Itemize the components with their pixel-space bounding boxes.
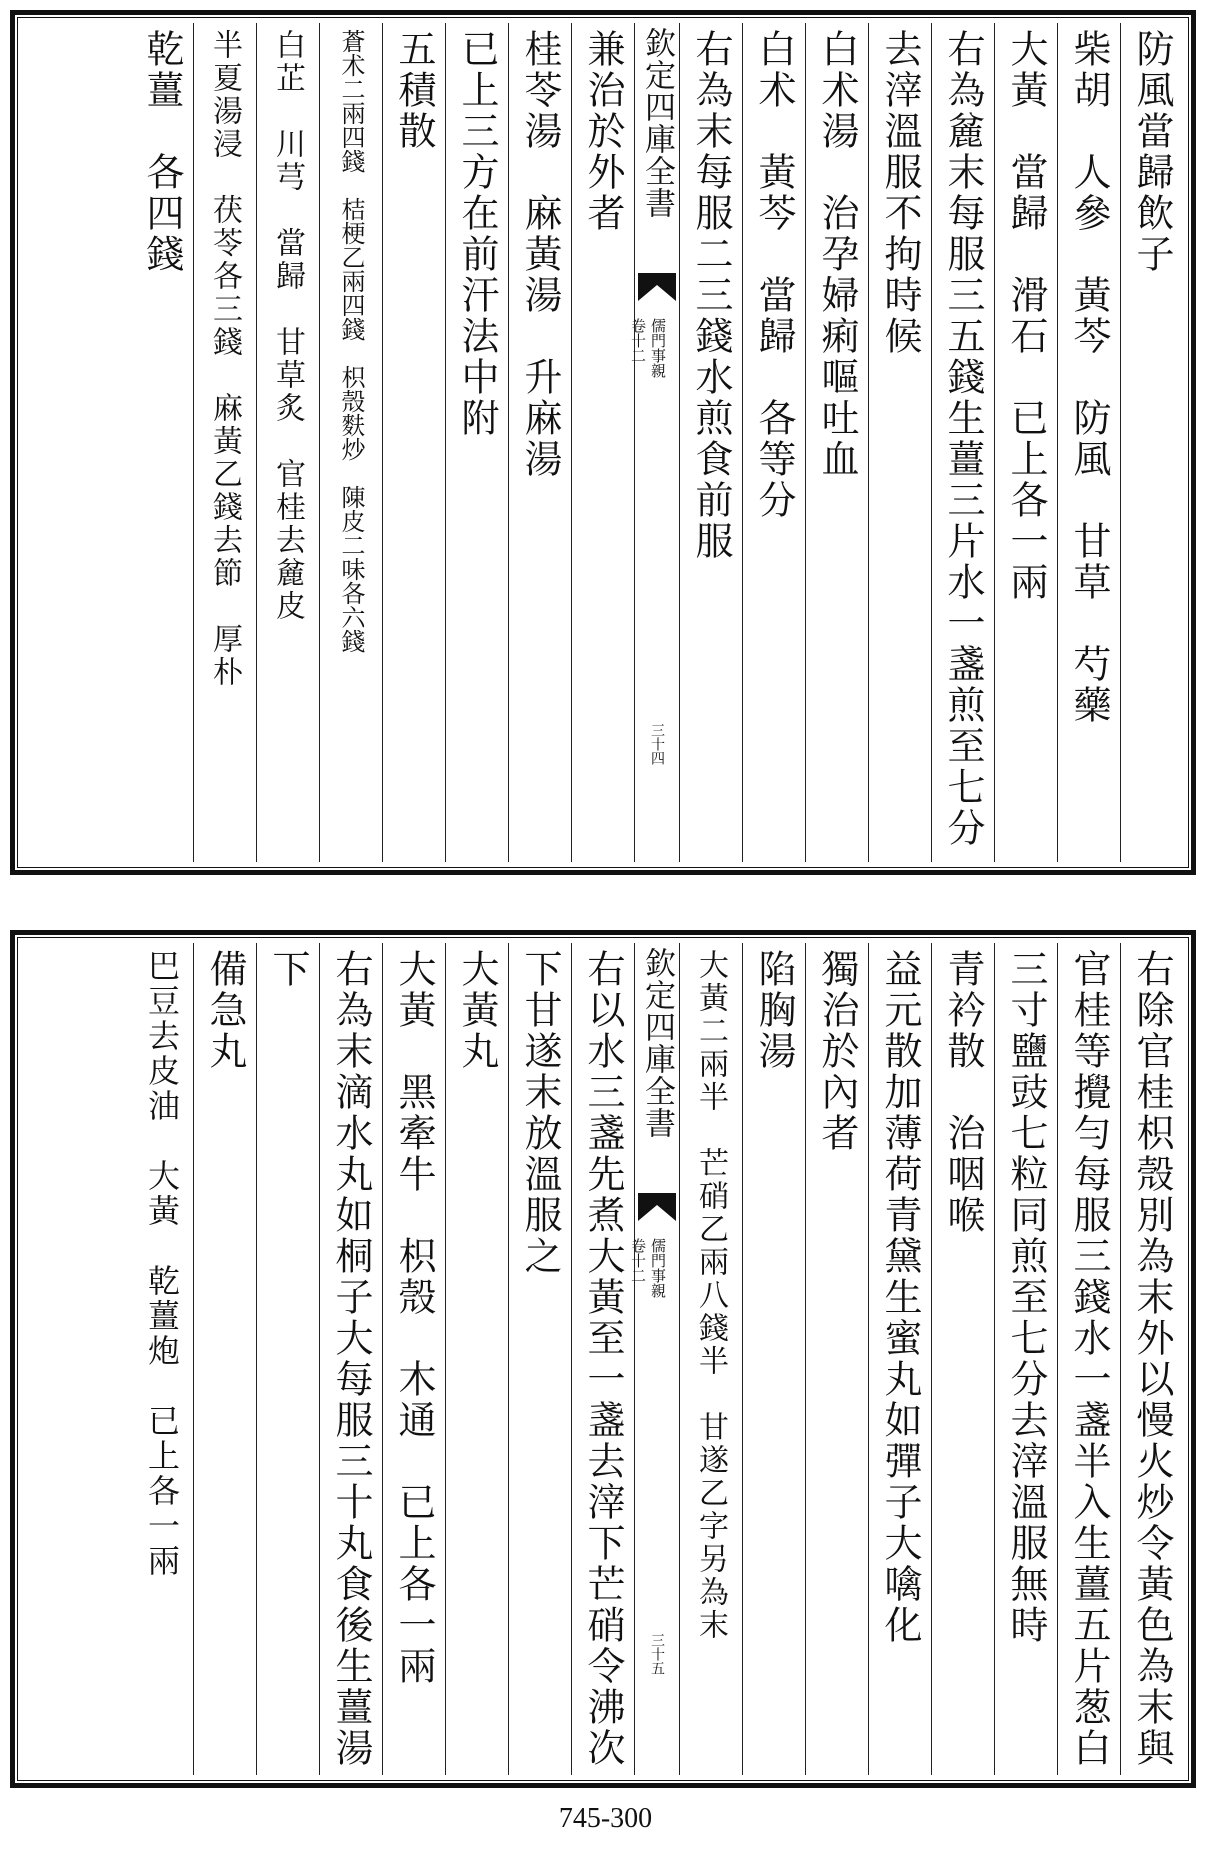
center-title: 欽定四庫全書: [639, 27, 675, 219]
text-column: 備急丸: [193, 943, 256, 1775]
text-column: 大黃 黑牽牛 枳殼 木通 已上各一兩: [382, 943, 445, 1775]
text-column: 桂苓湯 麻黃湯 升麻湯: [508, 23, 571, 862]
center-title: 欽定四庫全書: [639, 947, 675, 1139]
center-fold: [629, 23, 679, 862]
text-column: 已上三方在前汗法中附: [445, 23, 508, 862]
text-column: 三寸鹽豉七粒同煎至七分去滓溫服無時: [994, 943, 1057, 1775]
text-column: 白芷 川芎 當歸 甘草炙 官桂去麄皮: [256, 23, 319, 862]
center-book: 儒門事親: [649, 1238, 667, 1298]
text-column: 大黃二兩半 芒硝乙兩八錢半 甘遂乙字另為末: [679, 943, 742, 1775]
text-column: 下: [256, 943, 319, 1775]
text-column: 巴豆去皮油 大黃 乾薑炮 已上各一兩: [143, 949, 181, 1579]
text-column: 陷胸湯: [742, 943, 805, 1775]
text-column: 蒼术二兩四錢 桔梗乙兩四錢 枳殼麩炒 陳皮二味各六錢: [319, 23, 382, 862]
page-number: 745-300: [558, 1803, 653, 1834]
text-column: 右為末每服二三錢水煎食前服: [679, 23, 742, 862]
text-column: 兼治於外者: [571, 23, 634, 862]
text-column: 益元散加薄荷青黛生蜜丸如彈子大噙化: [868, 943, 931, 1775]
text-column: 右以水三盞先煮大黃至一盞去滓下芒硝令沸次: [571, 943, 634, 1775]
center-page: 三十四: [649, 723, 665, 765]
text-column: 柴胡 人參 黃芩 防風 甘草 芍藥: [1057, 23, 1120, 862]
center-volume: 卷十二: [629, 1238, 647, 1283]
text-column: 右為末滴水丸如桐子大每服三十丸食後生薑湯: [319, 943, 382, 1775]
page-panel-top: [10, 10, 1196, 875]
center-volume: 卷十二: [629, 318, 647, 363]
text-column: 白术湯 治孕婦痢嘔吐血: [805, 23, 868, 862]
text-column: 獨治於內者: [805, 943, 868, 1775]
text-column: 右為麄末每服三五錢生薑三片水一盞煎至七分: [931, 23, 994, 862]
center-page: 三十五: [649, 1633, 665, 1675]
text-column: 去滓溫服不拘時候: [868, 23, 931, 862]
text-column: 半夏湯浸 茯苓各三錢 麻黃乙錢去節 厚朴: [193, 23, 256, 862]
center-fold: [629, 943, 679, 1775]
center-book: 儒門事親: [649, 318, 667, 378]
text-column: 青衿散 治咽喉: [931, 943, 994, 1775]
page-panel-bottom: [10, 930, 1196, 1788]
text-column: 白术 黃芩 當歸 各等分: [742, 23, 805, 862]
text-column: 大黃 當歸 滑石 已上各一兩: [994, 23, 1057, 862]
fishtail-mark-icon: [638, 1193, 676, 1223]
text-column: 五積散: [382, 23, 445, 862]
text-column: 大黃丸: [445, 943, 508, 1775]
fishtail-mark-icon: [638, 273, 676, 303]
text-column: 防風當歸飲子: [1120, 23, 1183, 862]
text-column: 右除官桂枳殼別為末外以慢火炒令黃色為末與: [1120, 943, 1183, 1775]
text-column: 下甘遂末放溫服之: [508, 943, 571, 1775]
text-column: 官桂等攪勻每服三錢水一盞半入生薑五片葱白: [1057, 943, 1120, 1775]
text-column: 乾薑 各四錢: [140, 29, 184, 275]
